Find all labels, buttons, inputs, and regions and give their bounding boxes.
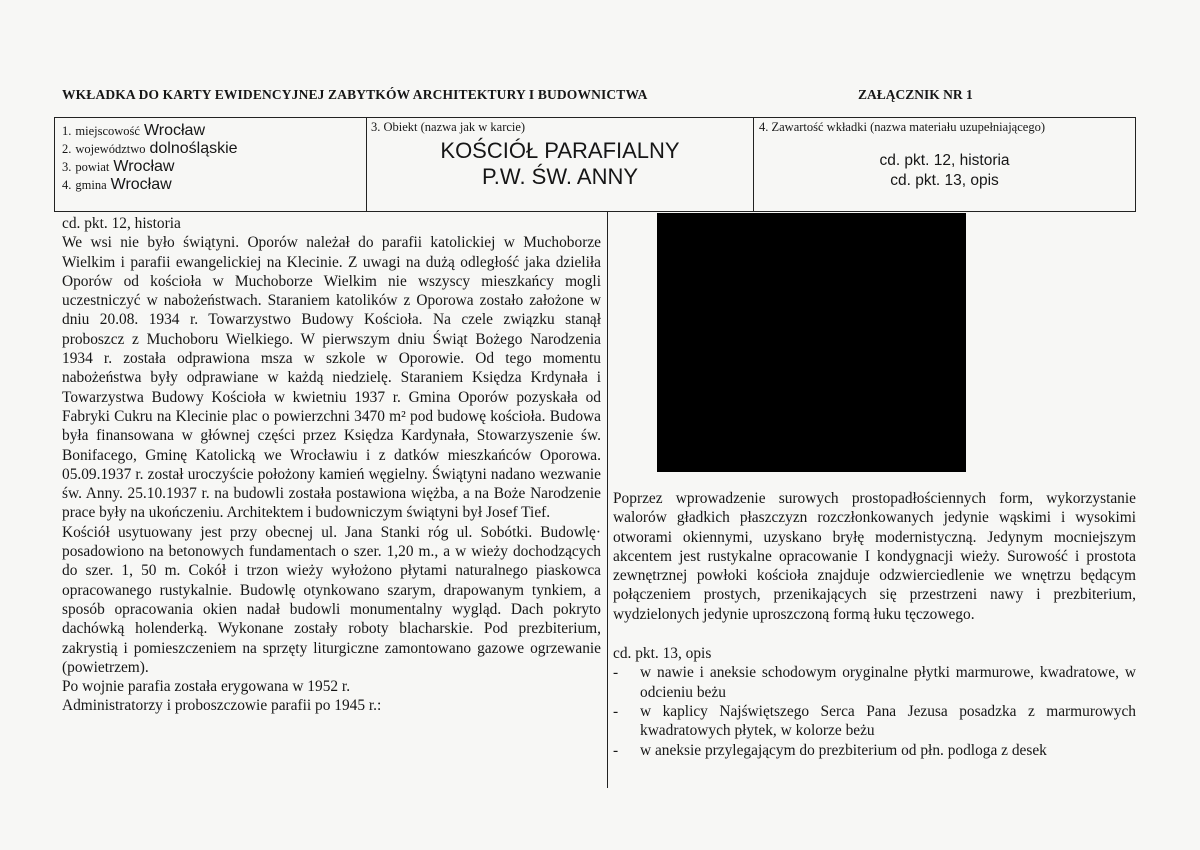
object-cell <box>367 118 754 211</box>
field-value: Wrocław <box>143 122 205 139</box>
location-field-county <box>62 158 366 176</box>
description-heading: cd. pkt. 13, opis <box>613 645 712 663</box>
dash-bullet: - <box>613 741 619 759</box>
contents-line: cd. pkt. 13, opis <box>890 172 999 189</box>
header-table <box>54 117 1136 212</box>
object-title-line: KOŚCIÓŁ PARAFIALNY <box>440 138 680 163</box>
history-section <box>62 214 601 716</box>
list-item <box>613 741 1136 760</box>
description-list <box>613 663 1136 759</box>
field-number: 4. <box>62 178 72 192</box>
list-item-text: w nawie i aneksie schodowym oryginalne płytki marmurowe, kwadratowe, w odcieniu beżu <box>640 664 1136 701</box>
object-title-line: P.W. ŚW. ANNY <box>481 164 639 189</box>
field-label: województwo <box>75 142 146 156</box>
field-number: 1. <box>62 124 72 138</box>
field-number: 3. <box>62 160 72 174</box>
contents-label: 4. Zawartość wkładki (nazwa materiału uzupełniającego) <box>759 120 1045 134</box>
contents-cell <box>754 118 1135 211</box>
history-paragraph: Administratorzy i proboszczowie parafii po 1945 r.: <box>62 697 382 715</box>
object-title <box>367 138 753 190</box>
document-title: WKŁADKA DO KARTY EWIDENCYJNEJ ZABYTKÓW ARCHITEKTURY I BUDOWNICTWA <box>62 87 648 102</box>
location-field-commune <box>62 176 366 194</box>
dash-bullet: - <box>613 664 619 682</box>
description-paragraph: Poprzez wprowadzenie surowych prostopadłościennych form, wykorzystanie walorów gładkich płaszczyzn rozczłonkowanych jedynie wąskimi i wysokimi otworami okiennymi, uzyskano bryłę modernistyczną. Jedynym mocniejszym akcentem jest rustykalne opracowanie I kondygnacji wieży. Surowość i prostota zewnętrznej powłoki kościoła znajduje odzwierciedlenie we wnętrzu będącym połączeniem prostych, przenikających się przestrzeni nawy i prezbiterium, wydzielonych jedynie uproszczoną formą łuku tęczowego. <box>613 490 1136 623</box>
list-item <box>613 702 1136 741</box>
field-value: Wrocław <box>110 176 172 193</box>
contents-line: cd. pkt. 12, historia <box>879 152 1010 169</box>
history-paragraph: Kościół usytuowany jest przy obecnej ul. Jana Stanki róg ul. Sobótki. Budowlę· posadowiono na betonowych fundamentach o szer. 1,20 m., a w wieży dochodzących do szer. 1, 50 m. Cokół i trzon wieży wyłożono płytami naturalnego piaskowca opracowanego rustykalnie. Budowlę otynkowano szarym, drapowanym tynkiem, a sposób opracowania okien nadał budowli monumentalny wygląd. Dach pokryto dachówką holenderką. Wykonane zostały roboty blacharskie. Pod prezbiterium, zakrystią i pomieszczeniem na sprzęty liturgiczne zamontowano gazowe ogrzewanie (powietrzem). <box>62 523 601 676</box>
field-value: dolnośląskie <box>149 140 238 157</box>
history-heading: cd. pkt. 12, historia <box>62 215 181 232</box>
column-divider <box>607 212 608 788</box>
field-number: 2. <box>62 142 72 156</box>
list-item <box>613 663 1136 702</box>
dash-bullet: - <box>613 702 619 720</box>
object-label: 3. Obiekt (nazwa jak w karcie) <box>371 120 526 134</box>
history-paragraph: Po wojnie parafia została erygowana w 1952 r. <box>62 678 351 696</box>
field-label: powiat <box>75 160 110 174</box>
redacted-photo <box>657 213 966 472</box>
description-section <box>613 489 1136 760</box>
location-field-city <box>62 122 366 140</box>
contents-list <box>754 151 1135 191</box>
location-cell <box>55 118 367 211</box>
field-label: miejscowość <box>75 124 140 138</box>
annex-label: ZAŁĄCZNIK NR 1 <box>858 87 973 102</box>
field-label: gmina <box>75 178 107 192</box>
list-item-text: w kaplicy Najświętszego Serca Pana Jezusa posadzka z marmurowych kwadratowych płytek, w kolorze beżu <box>640 702 1136 740</box>
field-value: Wrocław <box>113 158 175 175</box>
history-paragraph: We wsi nie było świątyni. Oporów należał do parafii katolickiej w Muchoborze Wielkim i parafii ewangelickiej na Klecinie. Z uwagi na dużą odległość jaka dzieliła Oporów od kościoła w Muchoborze Wielkim nie wszyscy mieszkańcy mogli uczestniczyć w nabożeństwach. Staraniem katolików z Oporowa zostało założone w dniu 20.08. 1934 r. Towarzystwo Budowy Kościoła. Na czele związku stanął proboszcz z Muchoboru Wielkiego. W pierwszym dniu Świąt Bożego Narodzenia 1934 r. została odprawiona msza w szkole w Oporowie. Od tego momentu nabożeństwa były odprawiane w każdą niedzielę. Staraniem Księdza Krdynała i Towarzystwa Budowy Kościoła w kwietniu 1937 r. Gmina Oporów pozyskała od Fabryki Cukru na Klecinie plac o powierzchni 3470 m² pod budowę kościoła. Budowa była finansowana w głównej części przez Księdza Kardynała, Stowarzyszenie św. Bonifacego, Gminę Katolicką we Wrocławiu i z datków mieszkańców Oporowa. 05.09.1937 r. został uroczyście położony kamień węgielny. Świątyni nadano wezwanie św. Anny. 25.10.1937 r. na budowli została postawiona więżba, a na Boże Narodzenie prace były na ukończeniu. Architektem i budowniczym świątyni był Josef Tief. <box>62 234 601 522</box>
location-field-voivodeship <box>62 140 366 158</box>
list-item-text: w aneksie przylegającym do prezbiterium od płn. podloga z desek <box>640 741 1047 759</box>
